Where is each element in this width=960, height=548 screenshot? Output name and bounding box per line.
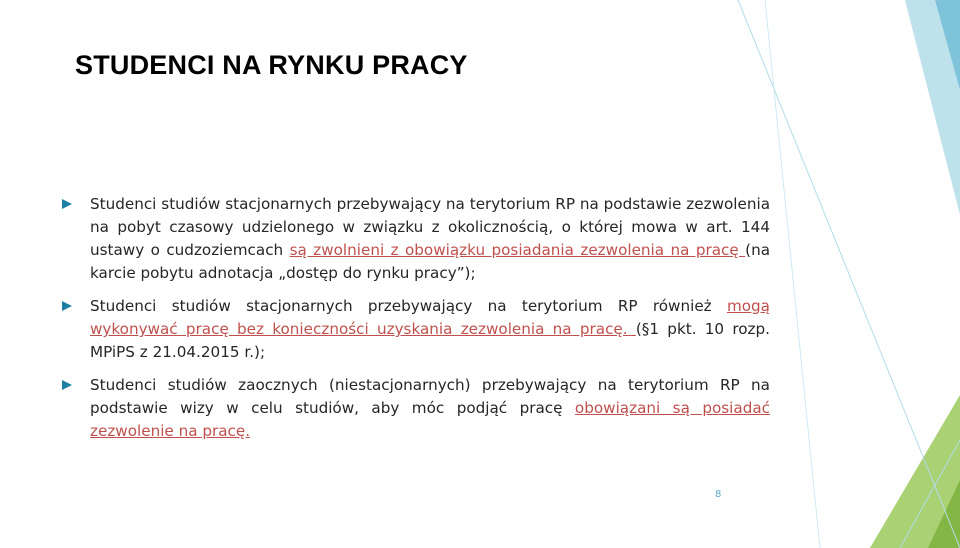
bullet-text-after: (na karcie pobytu adnotacja „dostęp do rynku pracy”);	[90, 241, 771, 282]
decor-line-3	[765, 0, 820, 548]
slide-title: STUDENCI NA RYNKU PRACY	[75, 50, 468, 80]
bullet-item	[90, 374, 770, 443]
arrow-bullet-icon	[62, 301, 72, 311]
bullet-list	[90, 193, 770, 453]
bullet-text: Studenci studiów stacjonarnych przebywający na terytorium RP na podstawie zezwolenia na pobyt czasowy udzielonego w związku z okolicznością, o której mowa w art. 144 ustawy o cudzoziemcach	[90, 195, 770, 259]
bullet-highlight: obowiązani są posiadać zezwolenie na pracę.	[90, 399, 771, 440]
bullet-highlight: są zwolnieni z obowiązku posiadania zezwolenia na pracę	[289, 241, 746, 259]
bullet-item	[90, 295, 770, 364]
page-number: 8	[715, 489, 722, 500]
arrow-bullet-icon	[62, 380, 72, 390]
bullet-item	[90, 193, 770, 285]
bullet-text-after: (§1 pkt. 10 rozp. MPiPS z 21.04.2015 r.);	[90, 320, 770, 361]
arrow-bullet-icon	[62, 199, 72, 209]
bullet-text: Studenci studiów stacjonarnych przebywający na terytorium RP również	[90, 297, 727, 315]
bullet-highlight: mogą wykonywać pracę bez konieczności uzyskania zezwolenia na pracę.	[90, 297, 770, 338]
bullet-text: Studenci studiów zaocznych (niestacjonarnych) przebywający na terytorium RP na podstawie wizy w celu studiów, aby móc podjąć pracę	[90, 376, 770, 417]
